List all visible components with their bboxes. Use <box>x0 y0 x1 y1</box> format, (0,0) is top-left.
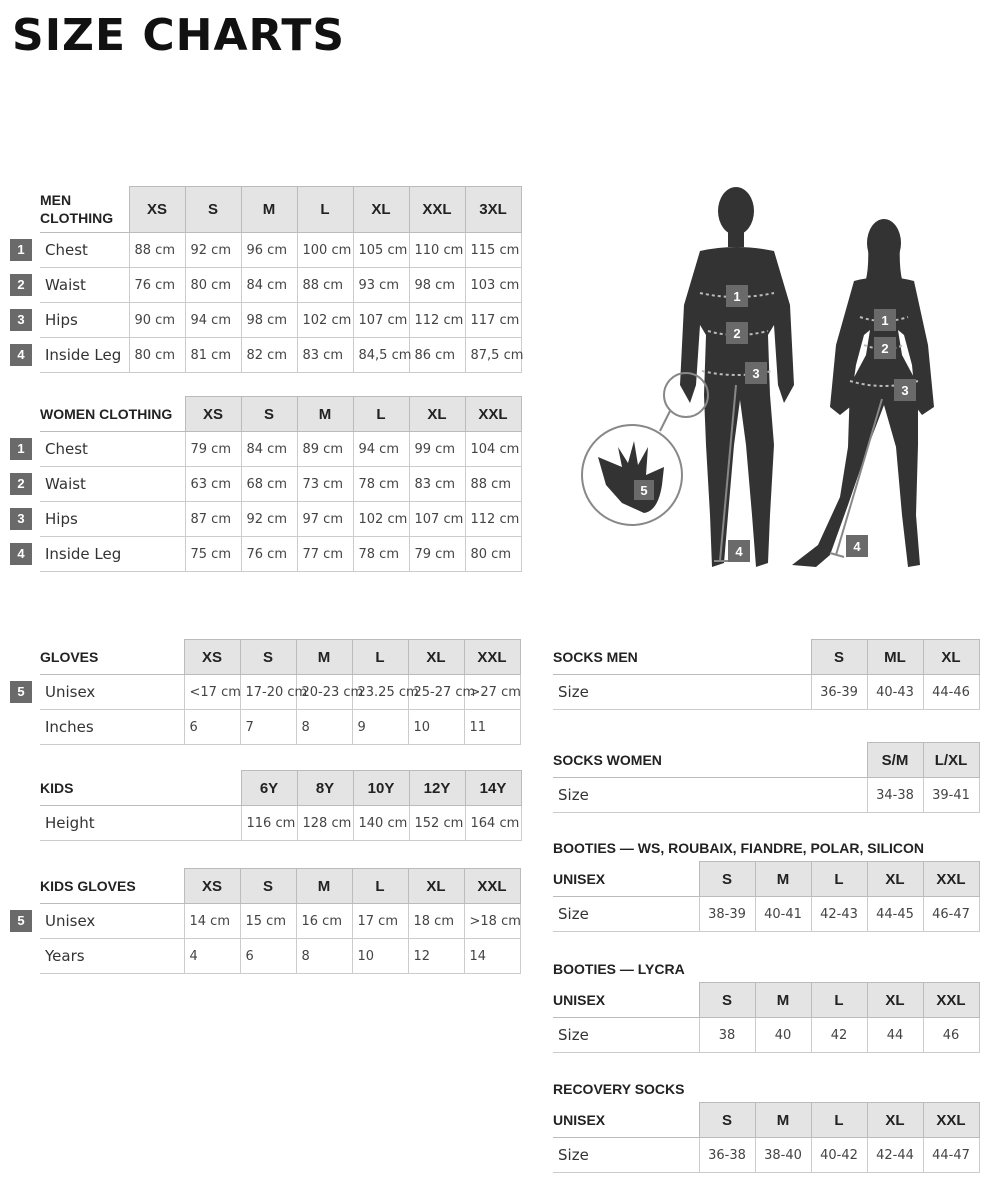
table-cell: 128 cm <box>297 806 353 841</box>
table-cell: 83 cm <box>409 467 465 502</box>
row-label <box>17 303 129 338</box>
booties-ws-table <box>553 861 980 932</box>
table-row <box>40 338 521 373</box>
table-row <box>553 675 979 710</box>
table-label: KIDS <box>40 771 241 806</box>
size-header: M <box>296 640 352 675</box>
size-header: M <box>755 862 811 897</box>
table-label-line: MEN <box>40 192 72 209</box>
marker-3-male-label: 3 <box>752 366 760 381</box>
table-cell: 88 cm <box>465 467 521 502</box>
booties-lycra-table <box>553 982 980 1053</box>
table-cell: 88 cm <box>297 268 353 303</box>
row-label <box>553 1138 699 1173</box>
table-cell: 79 cm <box>185 432 241 467</box>
table-cell: 96 cm <box>241 233 297 268</box>
measurement-number-badge: 4 <box>10 344 32 366</box>
recovery-socks-table <box>553 1102 980 1173</box>
kids-gloves-table <box>17 868 521 974</box>
table-cell: 78 cm <box>353 467 409 502</box>
socks-women-table <box>553 742 980 813</box>
table-row <box>553 1138 979 1173</box>
table-cell: 40-41 <box>755 897 811 932</box>
table-cell: 16 cm <box>296 904 352 939</box>
table-cell: 38-40 <box>755 1138 811 1173</box>
table-cell: 11 <box>464 710 520 745</box>
row-label <box>17 502 185 537</box>
table-cell: 75 cm <box>185 537 241 572</box>
table-row <box>40 303 521 338</box>
size-header: XL <box>409 397 465 432</box>
size-header: XXL <box>464 640 520 675</box>
table-label: SOCKS WOMEN <box>553 743 867 778</box>
table-cell: 92 cm <box>185 233 241 268</box>
measurement-number-badge: 2 <box>10 274 32 296</box>
table-cell: 73 cm <box>297 467 353 502</box>
table-row <box>40 502 521 537</box>
table-cell: 164 cm <box>465 806 521 841</box>
size-header: XL <box>867 983 923 1018</box>
table-cell: 105 cm <box>353 233 409 268</box>
table-cell: 9 <box>352 710 408 745</box>
table-row <box>40 806 521 841</box>
table-row <box>40 432 521 467</box>
row-label <box>553 1018 699 1053</box>
row-label <box>553 778 867 813</box>
size-header: S <box>699 1103 755 1138</box>
table-cell: 40-43 <box>867 675 923 710</box>
table-cell: 79 cm <box>409 537 465 572</box>
table-row <box>40 537 521 572</box>
table-cell: 89 cm <box>297 432 353 467</box>
table-cell: 36-38 <box>699 1138 755 1173</box>
table-label <box>40 187 129 233</box>
table-cell: 44-45 <box>867 897 923 932</box>
table-cell: 76 cm <box>241 537 297 572</box>
row-label-text: Unisex <box>45 912 96 930</box>
marker-3-female-label: 3 <box>901 383 909 398</box>
row-label-text: Chest <box>45 241 88 259</box>
table-cell: 83 cm <box>297 338 353 373</box>
table-cell: 86 cm <box>409 338 465 373</box>
table-cell: 103 cm <box>465 268 521 303</box>
size-header: S <box>185 187 241 233</box>
table-cell: 17 cm <box>352 904 408 939</box>
size-header: S <box>240 869 296 904</box>
size-header: XS <box>185 397 241 432</box>
table-cell: 12 <box>408 939 464 974</box>
table-label: UNISEX <box>553 862 699 897</box>
table-label: KIDS GLOVES <box>40 869 184 904</box>
table-cell: 100 cm <box>297 233 353 268</box>
marker-4-male-label: 4 <box>735 544 743 559</box>
table-cell: 84 cm <box>241 432 297 467</box>
size-header: XXL <box>465 397 521 432</box>
table-cell: 93 cm <box>353 268 409 303</box>
size-header: L <box>811 862 867 897</box>
kids-table <box>40 770 522 841</box>
table-cell: >18 cm <box>464 904 520 939</box>
size-header: 8Y <box>297 771 353 806</box>
marker-4-female-label: 4 <box>853 539 861 554</box>
size-header: XXL <box>923 983 979 1018</box>
table-cell: 6 <box>184 710 240 745</box>
size-header: XXL <box>464 869 520 904</box>
table-cell: 40 <box>755 1018 811 1053</box>
table-cell: 63 cm <box>185 467 241 502</box>
table-cell: 107 cm <box>409 502 465 537</box>
women-clothing-table <box>17 396 522 572</box>
table-cell: 110 cm <box>409 233 465 268</box>
table-label: GLOVES <box>40 640 184 675</box>
table-cell: 42-44 <box>867 1138 923 1173</box>
table-cell: 8 <box>296 939 352 974</box>
measurement-number-badge: 5 <box>10 681 32 703</box>
table-cell: 15 cm <box>240 904 296 939</box>
row-label-text: Chest <box>45 440 88 458</box>
table-label: WOMEN CLOTHING <box>40 397 185 432</box>
table-cell: 14 cm <box>184 904 240 939</box>
size-header: S <box>240 640 296 675</box>
marker-2-male-label: 2 <box>733 326 741 341</box>
size-header: S <box>811 640 867 675</box>
size-header: XS <box>129 187 185 233</box>
table-cell: >27 cm <box>464 675 520 710</box>
table-row <box>40 675 520 710</box>
table-cell: 4 <box>184 939 240 974</box>
table-cell: 46 <box>923 1018 979 1053</box>
size-header: M <box>297 397 353 432</box>
measurement-number-badge: 3 <box>10 508 32 530</box>
size-header: M <box>755 983 811 1018</box>
table-row <box>40 467 521 502</box>
table-cell: 94 cm <box>185 303 241 338</box>
table-cell: 20-23 cm <box>296 675 352 710</box>
size-header: XL <box>408 869 464 904</box>
row-label <box>553 675 811 710</box>
size-header: ML <box>867 640 923 675</box>
size-header: S <box>699 983 755 1018</box>
table-row <box>40 268 521 303</box>
table-cell: 38-39 <box>699 897 755 932</box>
size-header: L <box>297 187 353 233</box>
size-header: M <box>755 1103 811 1138</box>
table-cell: 40-42 <box>811 1138 867 1173</box>
size-header: 6Y <box>241 771 297 806</box>
table-cell: 68 cm <box>241 467 297 502</box>
row-label <box>17 467 185 502</box>
table-cell: 92 cm <box>241 502 297 537</box>
table-cell: 46-47 <box>923 897 979 932</box>
size-header: S <box>699 862 755 897</box>
size-header: S <box>241 397 297 432</box>
size-header: 14Y <box>465 771 521 806</box>
table-label: SOCKS MEN <box>553 640 811 675</box>
table-cell: 39-41 <box>923 778 979 813</box>
table-cell: 77 cm <box>297 537 353 572</box>
table-cell: 87,5 cm <box>465 338 521 373</box>
page-title: SIZE CHARTS <box>12 10 346 61</box>
table-label: UNISEX <box>553 1103 699 1138</box>
row-label <box>40 806 241 841</box>
row-label-text: Hips <box>45 311 78 329</box>
size-header: XL <box>867 862 923 897</box>
table-cell: 102 cm <box>353 502 409 537</box>
row-label-text: Size <box>558 1026 589 1044</box>
row-label-text: Waist <box>45 276 86 294</box>
size-header: XS <box>184 640 240 675</box>
table-cell: 10 <box>352 939 408 974</box>
men-clothing-table <box>17 186 524 373</box>
measurement-number-badge: 2 <box>10 473 32 495</box>
size-header: XXL <box>923 862 979 897</box>
table-cell: 80 cm <box>129 338 185 373</box>
table-cell: 81 cm <box>185 338 241 373</box>
table-cell: 84,5 cm <box>353 338 409 373</box>
row-label-text: Inside Leg <box>45 545 122 563</box>
size-header: L/XL <box>923 743 979 778</box>
table-cell: 115 cm <box>465 233 521 268</box>
row-label <box>553 897 699 932</box>
table-cell: 38 <box>699 1018 755 1053</box>
table-row <box>553 897 979 932</box>
row-label <box>17 268 129 303</box>
table-cell: 90 cm <box>129 303 185 338</box>
table-row <box>553 778 979 813</box>
size-header: XL <box>408 640 464 675</box>
marker-2-female-label: 2 <box>881 341 889 356</box>
row-label <box>17 537 185 572</box>
size-header: L <box>353 397 409 432</box>
table-cell: 112 cm <box>465 502 521 537</box>
table-cell: 42-43 <box>811 897 867 932</box>
table-cell: 116 cm <box>241 806 297 841</box>
size-header: S/M <box>867 743 923 778</box>
measurement-number-badge: 1 <box>10 239 32 261</box>
table-cell: 112 cm <box>409 303 465 338</box>
size-header: M <box>296 869 352 904</box>
table-cell: 14 <box>464 939 520 974</box>
table-cell: 36-39 <box>811 675 867 710</box>
row-label-text: Size <box>558 683 589 701</box>
table-cell: 10 <box>408 710 464 745</box>
row-label-text: Hips <box>45 510 78 528</box>
size-header: XL <box>867 1103 923 1138</box>
size-header: 12Y <box>409 771 465 806</box>
measurement-number-badge: 1 <box>10 438 32 460</box>
table-cell: <17 cm <box>184 675 240 710</box>
table-cell: 76 cm <box>129 268 185 303</box>
table-cell: 6 <box>240 939 296 974</box>
row-label <box>17 338 129 373</box>
row-label-text: Size <box>558 786 589 804</box>
table-cell: 102 cm <box>297 303 353 338</box>
table-row <box>40 904 520 939</box>
size-header: M <box>241 187 297 233</box>
size-header: XL <box>353 187 409 233</box>
table-cell: 94 cm <box>353 432 409 467</box>
table-cell: 7 <box>240 710 296 745</box>
table-label-line: CLOTHING <box>40 210 114 227</box>
table-cell: 152 cm <box>409 806 465 841</box>
row-label-text: Inches <box>45 718 94 736</box>
table-cell: 98 cm <box>241 303 297 338</box>
row-label <box>17 233 129 268</box>
row-label-text: Inside Leg <box>45 346 122 364</box>
table-row <box>40 710 520 745</box>
table-cell: 99 cm <box>409 432 465 467</box>
table-cell: 80 cm <box>185 268 241 303</box>
row-label-text: Size <box>558 1146 589 1164</box>
table-cell: 117 cm <box>465 303 521 338</box>
recovery-socks-heading: RECOVERY SOCKS <box>553 1081 685 1097</box>
measurement-number-badge: 3 <box>10 309 32 331</box>
table-cell: 17-20 cm <box>240 675 296 710</box>
table-cell: 44 <box>867 1018 923 1053</box>
table-cell: 98 cm <box>409 268 465 303</box>
table-cell: 140 cm <box>353 806 409 841</box>
row-label <box>40 710 184 745</box>
table-label: UNISEX <box>553 983 699 1018</box>
table-cell: 97 cm <box>297 502 353 537</box>
size-header: XXL <box>409 187 465 233</box>
row-label <box>17 432 185 467</box>
table-cell: 78 cm <box>353 537 409 572</box>
size-header: L <box>352 640 408 675</box>
size-header: L <box>811 1103 867 1138</box>
booties-lycra-heading: BOOTIES — LYCRA <box>553 961 685 977</box>
row-label-text: Height <box>45 814 95 832</box>
row-label-text: Size <box>558 905 589 923</box>
row-label-text: Years <box>45 947 85 965</box>
size-header: XL <box>923 640 979 675</box>
table-row <box>40 939 520 974</box>
table-cell: 25-27 cm <box>408 675 464 710</box>
table-cell: 18 cm <box>408 904 464 939</box>
table-cell: 107 cm <box>353 303 409 338</box>
measurement-number-badge: 4 <box>10 543 32 565</box>
table-cell: 44-46 <box>923 675 979 710</box>
body-measurement-figure <box>578 185 958 585</box>
row-label <box>17 675 184 710</box>
marker-1-male-label: 1 <box>733 289 741 304</box>
table-cell: 88 cm <box>129 233 185 268</box>
marker-1-female-label: 1 <box>881 313 889 328</box>
table-row <box>40 233 521 268</box>
table-cell: 44-47 <box>923 1138 979 1173</box>
marker-5-glove-label: 5 <box>640 483 648 498</box>
socks-men-table <box>553 639 980 710</box>
size-header: L <box>352 869 408 904</box>
row-label <box>40 939 184 974</box>
table-row <box>553 1018 979 1053</box>
size-header: XS <box>184 869 240 904</box>
table-cell: 80 cm <box>465 537 521 572</box>
size-header: XXL <box>923 1103 979 1138</box>
table-cell: 84 cm <box>241 268 297 303</box>
row-label <box>17 904 184 939</box>
size-header: 10Y <box>353 771 409 806</box>
booties-ws-heading: BOOTIES — WS, ROUBAIX, FIANDRE, POLAR, SILICON <box>553 840 925 856</box>
row-label-text: Waist <box>45 475 86 493</box>
table-cell: 23.25 cm <box>352 675 408 710</box>
table-cell: 42 <box>811 1018 867 1053</box>
size-header: L <box>811 983 867 1018</box>
table-cell: 104 cm <box>465 432 521 467</box>
table-cell: 8 <box>296 710 352 745</box>
table-cell: 34-38 <box>867 778 923 813</box>
table-cell: 82 cm <box>241 338 297 373</box>
size-header: 3XL <box>465 187 521 233</box>
gloves-table <box>17 639 521 745</box>
row-label-text: Unisex <box>45 683 96 701</box>
measurement-number-badge: 5 <box>10 910 32 932</box>
table-cell: 87 cm <box>185 502 241 537</box>
